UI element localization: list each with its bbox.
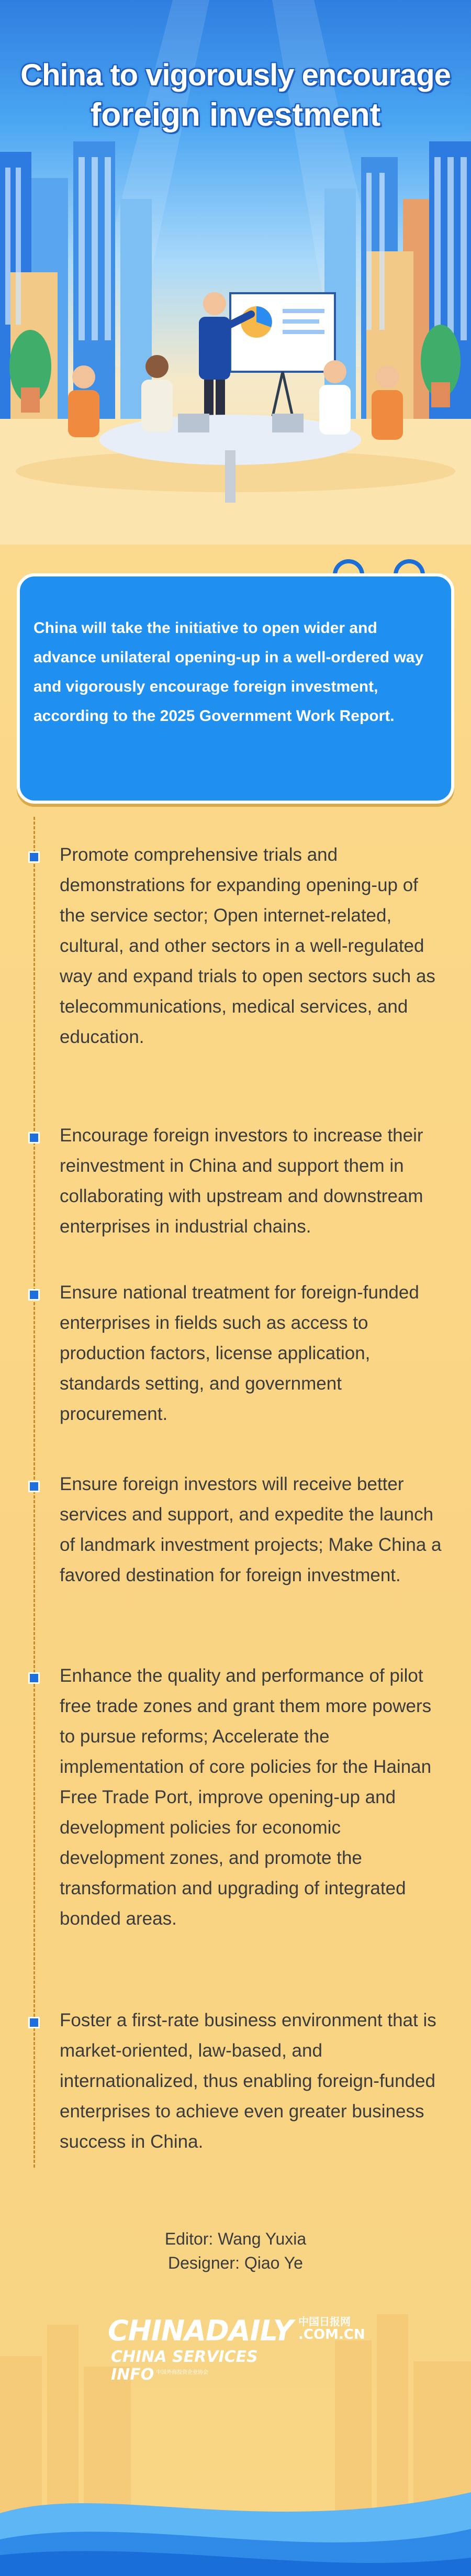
policy-point-4: Ensure foreign investors will receive better services and support, and expedite the launch of landmark investment projects; Make China a favored destination for foreign investment. bbox=[60, 1474, 442, 1585]
chinadaily-logo: CHINADAILY bbox=[108, 2314, 293, 2347]
bullet-marker bbox=[28, 1672, 40, 1684]
policy-point-3: Ensure national treatment for foreign-funded enterprises in fields such as access to production factors, license application, standards setting, and government procurement. bbox=[60, 1282, 419, 1424]
editor-credit: Editor: Wang Yuxia bbox=[164, 2229, 307, 2248]
timeline-line bbox=[33, 817, 35, 2168]
china-services-subtitle: 中国外商投资企业协会 bbox=[156, 2370, 208, 2375]
hero-illustration bbox=[0, 0, 471, 545]
designer-credit: Designer: Qiao Ye bbox=[168, 2253, 303, 2272]
page-title-line-2: foreign investment bbox=[90, 97, 381, 133]
intro-text: China will take the initiative to open wider and advance unilateral opening-up in a well-ordered way and vigorously encourage foreign investment, according to the 2025 Government Work Report. bbox=[33, 619, 424, 725]
policy-point-6: Foster a first-rate business environment that is market-oriented, law-based, and internationalized, thus enabling foreign-funded enterprises to achieve even greater business success in China. bbox=[60, 2010, 436, 2152]
chinadaily-logo-cn: 中国日报网 bbox=[298, 2316, 351, 2328]
bullet-marker bbox=[28, 1481, 40, 1492]
bullet-marker bbox=[28, 851, 40, 863]
china-services-info-logo: INFO bbox=[111, 2366, 154, 2384]
page-title-line-1: China to vigorously encourage bbox=[20, 58, 451, 92]
bullet-marker bbox=[28, 1132, 40, 1143]
chinadaily-logo-domain: .COM.CN bbox=[298, 2327, 365, 2342]
bullet-marker bbox=[28, 1289, 40, 1301]
policy-point-5: Enhance the quality and performance of pilot free trade zones and grant them more powers to pursue reforms; Accelerate the implementation of core policies for the Hainan Free Trade Port, improve opening-up and development policies for economic development zones, and promote the transformation and upgrading of integrated bonded areas. bbox=[60, 1665, 432, 1929]
policy-point-2: Encourage foreign investors to increase their reinvestment in China and support them in collaborating with upstream and downstream enterprises in industrial chains. bbox=[60, 1125, 423, 1237]
bullet-marker bbox=[28, 2017, 40, 2028]
china-services-logo: CHINA SERVICES bbox=[111, 2348, 258, 2366]
policy-point-1: Promote comprehensive trials and demonstrations for expanding opening-up of the service sector; Open internet-related, cultural, and other sectors in a well-regulated way and expand trials to open sectors such as telecommunications, medical services, and education. bbox=[60, 845, 435, 1047]
